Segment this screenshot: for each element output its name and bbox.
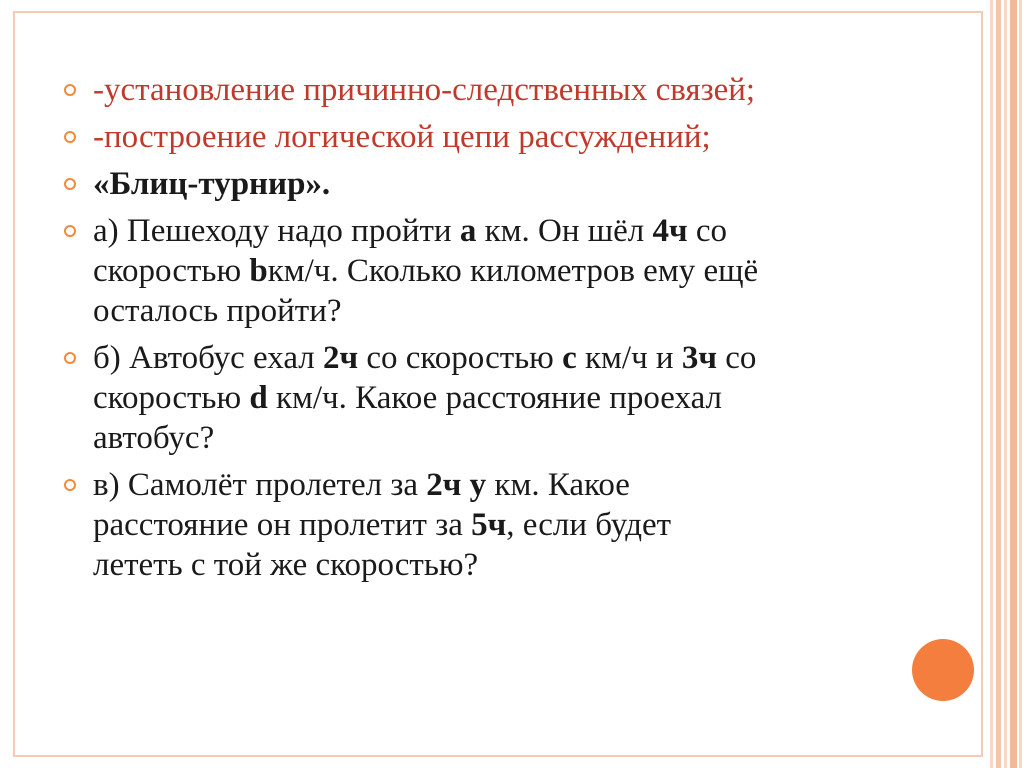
item-line: осталось пройти? <box>93 293 342 329</box>
list-item <box>60 465 880 585</box>
decorative-stripes <box>983 0 1024 768</box>
list-item <box>60 117 880 157</box>
item-line: скоростью bкм/ч. Сколько километров ему ещё <box>93 253 759 289</box>
item-heading: «Блиц-турнир». <box>93 166 331 202</box>
item-line: расстояние он пролетит за 5ч, если будет <box>93 507 672 543</box>
bullet-icon <box>64 225 76 237</box>
stripe <box>1004 0 1007 768</box>
bullet-list <box>60 70 880 592</box>
list-item <box>60 338 880 458</box>
bullet-icon <box>64 352 76 364</box>
item-line: б) Автобус ехал 2ч со скоростью с км/ч и 3ч со <box>93 340 757 376</box>
item-text: -построение логической цепи рассуждений; <box>93 119 711 155</box>
decorative-circle <box>912 639 974 701</box>
bullet-icon <box>64 84 76 96</box>
stripe <box>1019 0 1022 768</box>
item-line: скоростью d км/ч. Какое расстояние проехал <box>93 380 722 416</box>
list-item <box>60 70 880 110</box>
bullet-icon <box>64 479 76 491</box>
list-item <box>60 211 880 331</box>
bullet-icon <box>64 178 76 190</box>
stripe <box>996 0 1001 768</box>
item-line: в) Самолёт пролетел за 2ч у км. Какое <box>93 467 630 503</box>
stripe <box>1010 0 1017 768</box>
stripe <box>990 0 993 768</box>
item-text: -установление причинно-следственных связей; <box>93 72 756 108</box>
item-line: автобус? <box>93 420 215 456</box>
bullet-icon <box>64 131 76 143</box>
item-line: а) Пешеходу надо пройти а км. Он шёл 4ч со <box>93 213 728 249</box>
item-line: лететь с той же скоростью? <box>93 547 479 583</box>
list-item <box>60 164 880 204</box>
